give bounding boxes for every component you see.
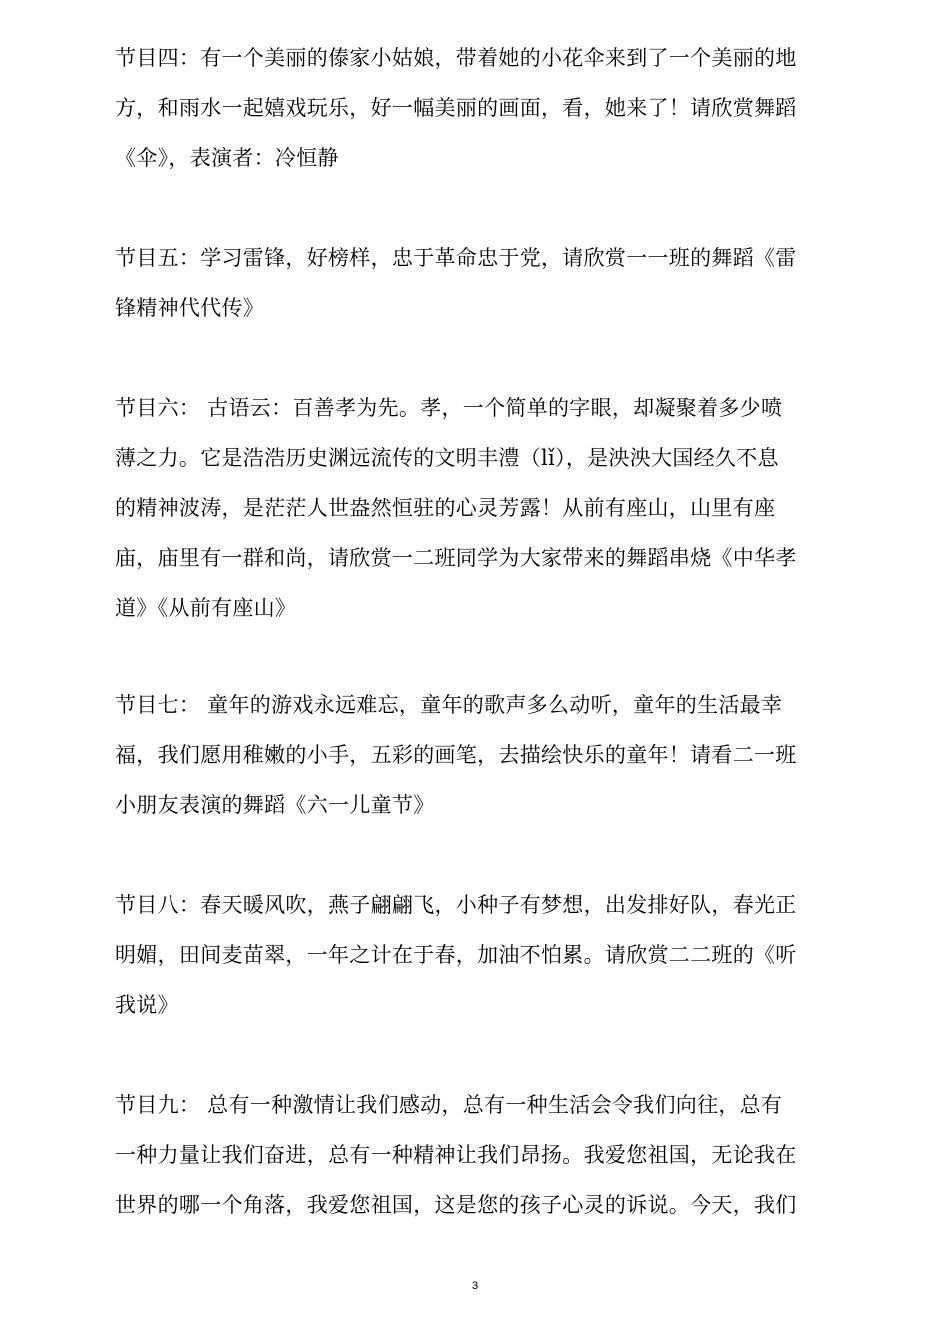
paragraph-line: 节目四：有一个美丽的傣家小姑娘，带着她的小花伞来到了一个美丽的地	[115, 46, 797, 70]
paragraph-line: 道》《从前有座山》	[115, 596, 297, 620]
paragraph-line: 《伞》，表演者：冷恒静	[115, 146, 339, 170]
paragraph-line: 我说》	[115, 993, 179, 1017]
paragraph-line: 节目六： 古语云：百善孝为先。孝，一个简单的字眼，却凝聚着多少喷	[115, 396, 783, 420]
program-7-paragraph	[115, 680, 835, 830]
program-4-paragraph	[115, 33, 835, 183]
paragraph-line: 福，我们愿用稚嫩的小手，五彩的画笔，去描绘快乐的童年！请看二一班	[115, 743, 797, 767]
paragraph-line: 薄之力。它是浩浩历史渊远流传的文明丰澧（lǐ），是泱泱大国经久不息	[115, 446, 779, 470]
paragraph-line: 明媚，田间麦苗翠，一年之计在于春，加油不怕累。请欣赏二二班的《听	[115, 943, 797, 967]
paragraph-line: 一种力量让我们奋进，总有一种精神让我们昂扬。我爱您祖国，无论我在	[115, 1143, 797, 1167]
paragraph-line: 小朋友表演的舞蹈《六一儿童节》	[115, 793, 435, 817]
program-8-paragraph	[115, 880, 835, 1030]
program-5-paragraph	[115, 233, 835, 333]
paragraph-line: 节目五：学习雷锋，好榜样，忠于革命忠于党，请欣赏一一班的舞蹈《雷	[115, 246, 797, 270]
paragraph-line: 节目九： 总有一种激情让我们感动，总有一种生活会令我们向往，总有	[115, 1093, 783, 1117]
paragraph-line: 方，和雨水一起嬉戏玩乐，好一幅美丽的画面，看，她来了！请欣赏舞蹈	[115, 96, 797, 120]
paragraph-line: 节目七： 童年的游戏永远难忘，童年的歌声多么动听，童年的生活最幸	[115, 693, 783, 717]
paragraph-line: 世界的哪一个角落，我爱您祖国，这是您的孩子心灵的诉说。今天，我们	[115, 1193, 797, 1217]
page-number: 3	[471, 1280, 479, 1292]
paragraph-line: 节目八：春天暖风吹，燕子翩翩飞，小种子有梦想，出发排好队，春光正	[115, 893, 797, 917]
paragraph-line: 的精神波涛，是茫茫人世盎然恒驻的心灵芳露！从前有座山，山里有座	[115, 496, 776, 520]
program-6-paragraph	[115, 383, 835, 633]
paragraph-line: 锋精神代代传》	[115, 296, 265, 320]
paragraph-line: 庙，庙里有一群和尚，请欣赏一二班同学为大家带来的舞蹈串烧《中华孝	[115, 546, 797, 570]
program-9-paragraph	[115, 1080, 835, 1230]
